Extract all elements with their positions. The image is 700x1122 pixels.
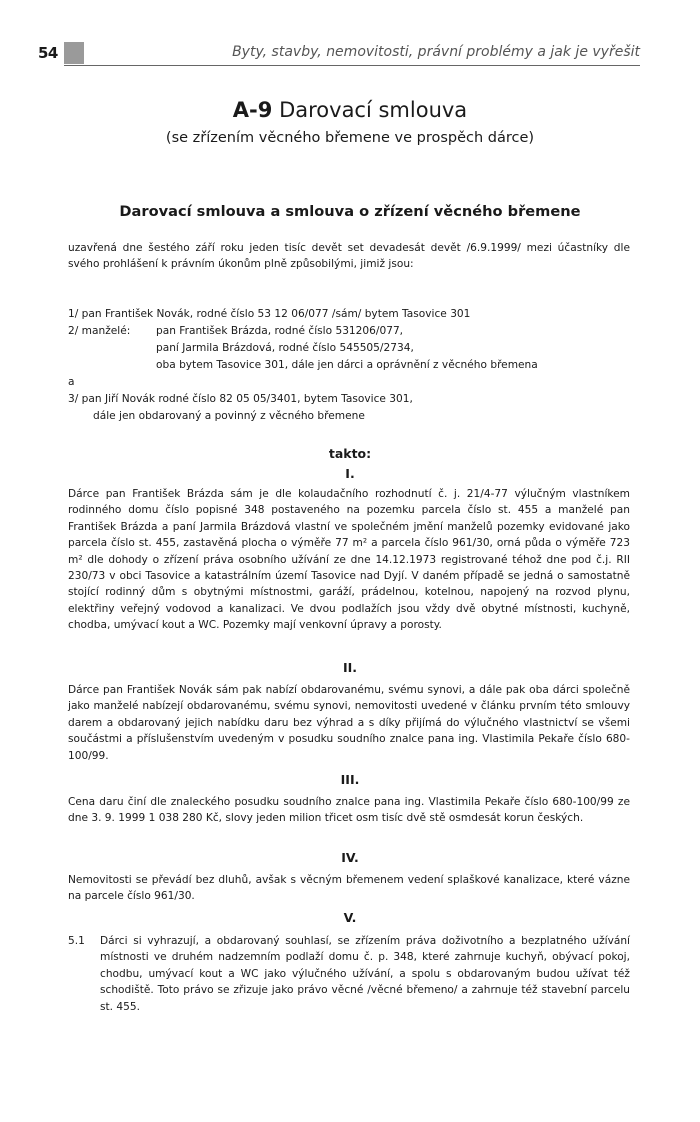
takto-label: takto: [328, 446, 372, 461]
contract-heading: Darovací smlouva a smlouva o zřízení věcného břemene [119, 203, 581, 220]
party-2-line-2: paní Jarmila Brázdová, rodné číslo 545505/2734, [156, 342, 414, 354]
section-text: Dárce pan František Brázda sám je dle kolaudačního rozhodnutí č. j. 21/4-77 výlučným vlastníkem rodinného domu číslo popisné 348 postaveného na pozemku parcela číslo st. 455 a manželé pan František Brázda a paní Jarmila Brázdová vlastní ve společném jmění manželů pozemky evidované jako parcela číslo st. 455, zastavěná plocha o výměře 77 m² a parcela číslo 961/30, orná půda o výměře 723 m² dle dohody o zřízení práva osobního užívání ze dne 14.12.1973 registrované téhož dne pod č.j. RII 230/73 v obci Tasovice a katastrálním území Tasovice nad Dyjí. V daném případě se jedná o samostatně stojící rodinný dům s obytnými místnostmi, garáží, prádelnou, kotelnou, napojený na rozvod plynu, elektřiny veřejný vodovod a kanalizaci. Ve dvou podlažích jsou vždy dvě obytné místnosti, kuchyně, chodba, umývací kout a WC. Pozemky mají venkovní úpravy a porosty. [68, 488, 630, 632]
party-3-line-1: 3/ pan Jiří Novák rodné číslo 82 05 05/3401, bytem Tasovice 301, [68, 393, 413, 405]
page-number: 54 [38, 44, 58, 62]
section-number: II. [342, 660, 358, 675]
header-rule [64, 65, 640, 66]
section-text: Dárce pan František Novák sám pak nabízí obdarovanému, svému synovi, a dále pak oba dárci společně jako manželé nabízejí obdarovanému, svému synovi, nemovitosti uvedené v článku prvním této smlouvy darem a obdarovaný jejich nabídku daru bez výhrad a s díky přijímá do výlučného vlastnictví se všemi součástmi a příslušenstvím uvedeným v posudku soudního znalce pana ing. Vlastimila Pekaře číslo 680-100/99. [68, 684, 630, 762]
section-number: I. [345, 466, 355, 481]
header-bar-decoration [64, 42, 84, 64]
parties-conjunction: a [68, 376, 75, 388]
document-name: Darovací smlouva [279, 98, 468, 122]
clause-label: 5.1 [68, 935, 85, 947]
party-3-line-2: dále jen obdarovaný a povinný z věcného břemene [93, 410, 365, 422]
running-title: Byty, stavby, nemovitosti, právní problémy a jak je vyřešit [232, 44, 640, 60]
clause-5-1 [68, 933, 630, 1015]
clause-text: Dárci si vyhrazují, a obdarovaný souhlasí, se zřízením práva doživotního a bezplatného užívání místnosti ve druhém nadzemním podlaží domu č. p. 348, které zahrnuje kuchyň, obývací pokoj, chodbu, umývací kout a WC jako výlučného užívání, a spolu s obdarovaným budou užívat též schodiště. Toto právo se zřizuje jako právo věcné /věcné břemeno/ a zahrnuje též stavební parcelu st. 455. [100, 935, 630, 1013]
section-text: Nemovitosti se převádí bez dluhů, avšak s věcným břemenem vedení splaškové kanalizace, které vázne na parcele číslo 961/30. [68, 874, 630, 903]
section-number: III. [340, 772, 360, 787]
party-1: 1/ pan František Novák, rodné číslo 53 12 06/077 /sám/ bytem Tasovice 301 [68, 308, 471, 320]
party-2-line-1: pan František Brázda, rodné číslo 531206/077, [156, 325, 404, 337]
section-text: Cena daru činí dle znaleckého posudku soudního znalce pana ing. Vlastimila Pekaře číslo 680-100/99 ze dne 3. 9. 1999 1 038 280 Kč, slovy jeden milion třicet osm tisíc dvě stě osmdesát korun českých. [68, 796, 630, 825]
party-2-line-3: oba bytem Tasovice 301, dále jen dárci a oprávnění z věcného břemena [156, 359, 538, 371]
intro-paragraph: uzavřená dne šestého září roku jeden tisíc devět set devadesát devět /6.9.1999/ mezi účastníky dle svého prohlášení k právním úkonům plně způsobilými, jimiž jsou: [68, 242, 630, 271]
running-header [38, 42, 640, 68]
section-number: IV. [341, 850, 359, 865]
section-number: V. [343, 910, 357, 925]
document-subtitle: (se zřízením věcného břemene ve prospěch dárce) [165, 130, 535, 146]
document-title [0, 98, 700, 122]
party-2-label: 2/ manželé: [68, 325, 131, 337]
document-code: A-9 [232, 98, 273, 122]
